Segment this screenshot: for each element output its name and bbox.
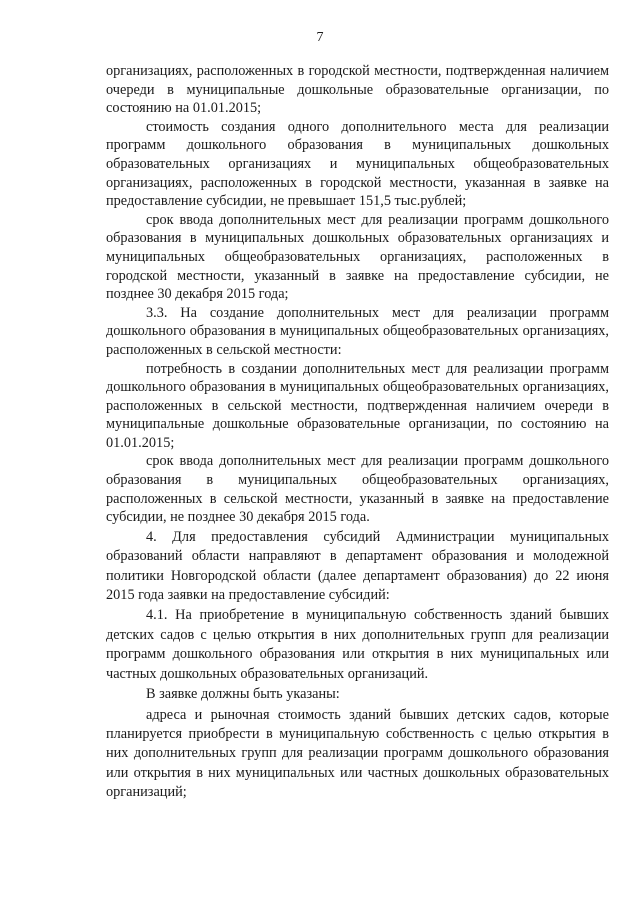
paragraph-9: В заявке должны быть указаны: xyxy=(146,686,340,703)
paragraph-3: срок ввода дополнительных мест для реализации программ дошкольного образования в муниципальных дошкольных образовательных организациях и муниципальных общеобразовательных организациях, расположенных в городской местности, указанный в заявке на предоставление субсидии, не позднее 30 декабря 2015 года; xyxy=(106,211,609,303)
paragraph-8: 4.1. На приобретение в муниципальную собственность зданий бывших детских садов с целью открытия в них дополнительных групп для реализации программ дошкольного образования или открытия в них муниципальных или частных дошкольных образовательных организаций. xyxy=(106,607,609,682)
paragraph-7: 4. Для предоставления субсидий Администрации муниципальных образований области направляют в департамент образования и молодежной политики Новгородской области (далее департамент образования) до 22 июня 2015 года заявки на предоставление субсидий: xyxy=(106,528,609,604)
paragraph-2: стоимость создания одного дополнительного места для реализации программ дошкольного образования в муниципальных дошкольных образовательных организациях и муниципальных общеобразовательных организациях, расположенных в городской местности, указанная в заявке на предоставление субсидии, не превышает 151,5 тыс.рублей; xyxy=(106,118,609,210)
paragraph-5: потребность в создании дополнительных мест для реализации программ дошкольного образования в муниципальных общеобразовательных организациях, расположенных в сельской местности, подтвержденная наличием очереди в муниципальные дошкольные образовательные организации, по состоянию на 01.01.2015; xyxy=(106,360,609,451)
paragraph-10: адреса и рыночная стоимость зданий бывших детских садов, которые планируется приобрести в муниципальную собственность с целью открытия в них дополнительных групп для реализации программ дошкольного образования или открытия в них муниципальных или частных дошкольных образовательных организаций; xyxy=(106,706,609,801)
page-number: 7 xyxy=(316,30,324,45)
paragraph-1: организациях, расположенных в городской местности, подтвержденная наличием очереди в муниципальные дошкольные образовательные организации, по состоянию на 01.01.2015; xyxy=(106,63,609,117)
paragraph-4: 3.3. На создание дополнительных мест для реализации программ дошкольного образования в муниципальных общеобразовательных организациях, расположенных в сельской местности: xyxy=(106,304,609,358)
document-body xyxy=(106,62,609,803)
paragraph-6: срок ввода дополнительных мест для реализации программ дошкольного образования в муниципальных общеобразовательных организациях, расположенных в сельской местности, указанный в заявке на предоставление субсидии, не позднее 30 декабря 2015 года. xyxy=(106,453,609,526)
